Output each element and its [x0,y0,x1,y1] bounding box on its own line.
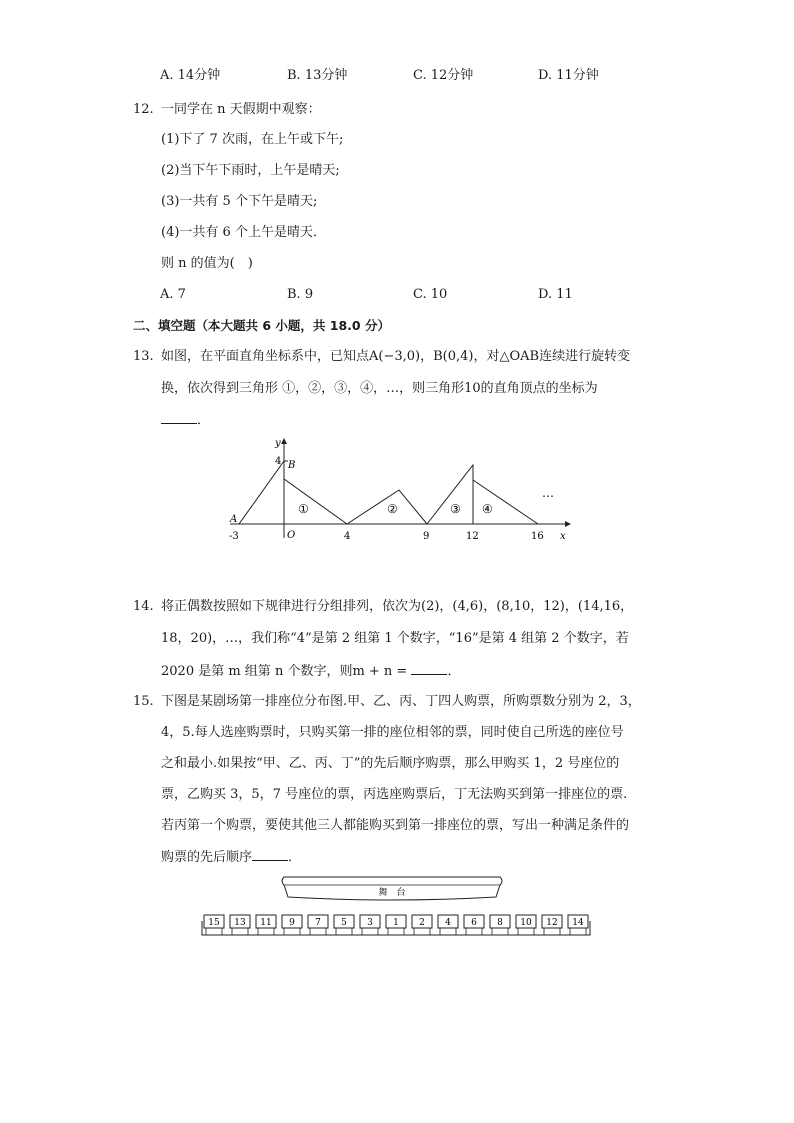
point-a-label: A [230,514,238,525]
q11-choice-c: C. 12分钟 [413,68,474,83]
triangle-1 [284,479,347,524]
x-tick-label-12: 12 [466,531,479,542]
q15-answer-blank[interactable] [252,848,288,861]
q13-coordinate-figure [225,432,575,547]
q12-choice-c: C. 10 [413,287,448,302]
seat-number: 5 [341,918,347,928]
seat-legs [258,928,274,935]
seat-row [202,915,590,935]
seat-number: 11 [260,918,272,928]
seat-number: 7 [315,918,321,928]
section-heading-fill-blank: 二、填空题（本大题共 6 小题，共 18.0 分） [133,318,390,333]
q12-choice-a: A. 7 [160,287,186,302]
triangle-3-label: ③ [450,502,461,516]
q15-line-2: 4，5.每人选座购票时，只购买第一排的座位相邻的票，同时使自己所选的座位号 [161,725,624,740]
q12-item-3: (3)一共有 5 个下午是晴天; [161,194,318,209]
seat-legs [232,928,248,935]
triangle-oab [239,461,284,524]
q12-item-4: (4)一共有 6 个上午是晴天． [161,225,326,240]
q12-stem: 一同学在 n 天假期中观察： [161,102,321,117]
q13-line-1: 如图，在平面直角坐标系中，已知点A(−3,0)，B(0,4)，对△OAB连续进行旋转变 [161,349,631,364]
q11-choice-a: A. 14分钟 [160,68,221,83]
x-tick-label-9: 9 [423,531,430,542]
seat-legs [544,928,560,935]
seat-number: 12 [546,918,558,928]
q11-choice-b: B. 13分钟 [287,68,348,83]
q12-choice-d: D. 11 [538,287,573,302]
triangle-4-label: ④ [482,502,493,516]
seat-legs [570,928,586,935]
q15-number: 15. [133,694,154,709]
seat-number: 14 [572,918,584,928]
y-axis-label: y [275,438,281,449]
q12-number: 12. [133,102,154,117]
seat-legs [362,928,378,935]
seat-legs [414,928,430,935]
seat-legs [206,928,222,935]
seat-legs [466,928,482,935]
seat-number: 4 [445,918,451,928]
q12-item-2: (2)当下午下雨时，上午是晴天; [161,163,340,178]
figure-ellipsis: … [542,486,554,500]
q12-item-1: (1)下了 7 次雨，在上午或下午; [161,132,344,147]
seat-legs [388,928,404,935]
seat-number: 9 [289,918,295,928]
q12-choice-b: B. 9 [287,287,314,302]
origin-label: O [287,530,296,541]
q11-choice-d: D. 11分钟 [538,68,599,83]
triangle-2-label: ② [387,502,398,516]
q15-line-3: 之和最小.如果按“甲、乙、丙、丁”的先后顺序购票，那么甲购买 1，2 号座位的 [161,756,620,771]
q14-line-2: 18，20)，…，我们称“4”是第 2 组第 1 个数字，“16”是第 4 组第 2 个数字，若 [161,631,629,646]
q13-answer-blank[interactable] [161,411,197,424]
y-axis-arrow [281,438,287,444]
x-axis-label: x [560,531,566,542]
q14-number: 14. [133,599,154,614]
triangle-1-label: ① [298,502,309,516]
x-axis-arrow [565,521,571,527]
q12-ask: 则 n 的值为( ) [161,256,253,271]
q14-line-1: 将正偶数按照如下规律进行分组排列，依次为(2)，(4,6)，(8,10，12)，(14,16， [161,599,634,614]
q15-line-1: 下图是某剧场第一排座位分布图.甲、乙、丙、丁四人购票，所购票数分别为 2，3， [161,694,641,709]
q14-line-3: 2020 是第 m 组第 n 个数字，则m + n = ． [161,664,461,679]
seat-number: 13 [234,918,246,928]
seat-number: 3 [367,918,373,928]
seat-legs [440,928,456,935]
seat-legs [284,928,300,935]
stage-label: 舞 台 [378,888,406,898]
q15-line-5: 若丙第一个购票，要使其他三人都能购买到第一排座位的票，写出一种满足条件的 [161,818,630,833]
q13-line-2: 换，依次得到三角形 ①，②，③，④，…，则三角形10的直角顶点的坐标为 [161,381,598,396]
x-tick-label-16: 16 [531,531,544,542]
seat-legs [492,928,508,935]
x-tick-label-4: 4 [344,531,351,542]
seat-number: 8 [497,918,503,928]
x-tick-label-neg3: -3 [229,531,239,542]
point-b-label: B [288,460,296,471]
seat-legs [336,928,352,935]
seat-legs [518,928,534,935]
seat-number: 2 [419,918,425,928]
q15-line-4: 票，乙购买 3，5，7 号座位的票，丙选座购票后，丁无法购买到第一排座位的票. [161,787,628,802]
seat-number: 10 [520,918,532,928]
seat-legs [310,928,326,935]
q13-line-3: ． [161,411,210,430]
seat-number: 1 [393,918,399,928]
seat-number: 6 [471,918,477,928]
q15-seating-figure [200,873,596,943]
seat-number: 15 [208,918,220,928]
q14-answer-blank[interactable] [411,662,447,675]
y-tick-label: 4 [275,456,282,467]
q15-line-6: 购票的先后顺序 ． [161,850,302,865]
q13-number: 13. [133,349,154,364]
